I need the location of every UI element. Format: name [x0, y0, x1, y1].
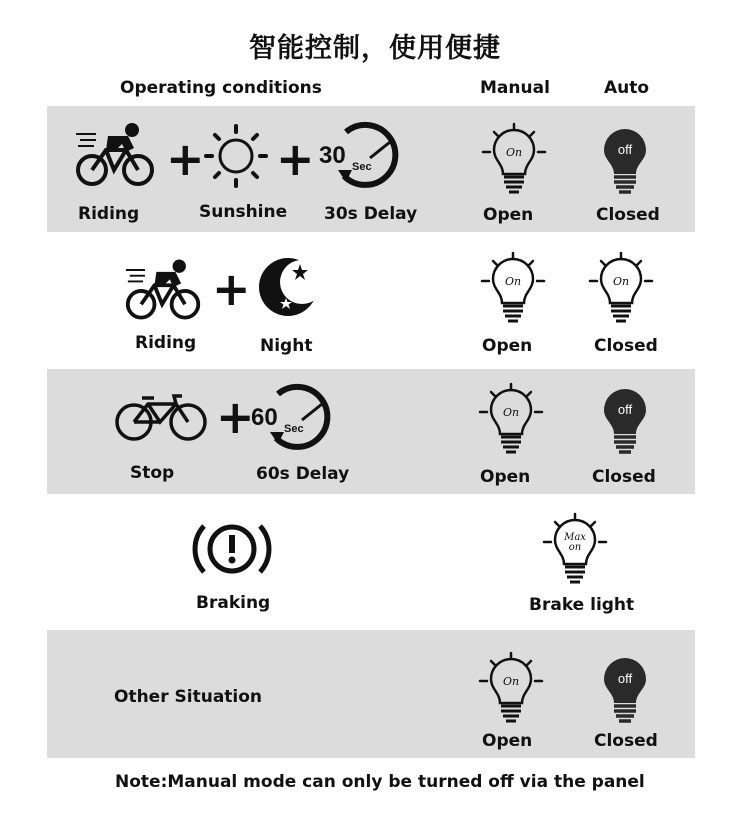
bulb-text: Max [564, 532, 586, 543]
auto-state: Closed [594, 336, 658, 356]
condition-label: Other Situation [114, 687, 263, 707]
bulb-on-icon [476, 382, 546, 458]
auto-state: Closed [596, 205, 660, 225]
moon-stars-icon [256, 254, 322, 320]
bulb-text: On [612, 275, 630, 288]
auto-state: Closed [592, 467, 656, 487]
manual-state: Open [482, 731, 533, 751]
bulb-text: off [617, 142, 633, 157]
timer-unit: Sec [284, 423, 304, 435]
bulb-text: off [617, 402, 633, 417]
plus-sign: + [166, 132, 205, 186]
footnote: Note:Manual mode can only be turned off via the panel [115, 772, 645, 792]
timer-seconds: 30 [319, 142, 346, 169]
bulb-text: off [617, 671, 633, 686]
plus-sign: + [212, 262, 251, 316]
condition-label: Braking [196, 593, 271, 613]
rider-icon [124, 258, 204, 322]
bicycle-icon [114, 392, 208, 442]
condition-label: 30s Delay [324, 204, 418, 224]
timer-icon [250, 380, 336, 452]
timer-seconds: 60 [251, 404, 278, 431]
bulb-off-icon [600, 386, 650, 458]
manual-state: Open [482, 336, 533, 356]
brake-light-label: Brake light [529, 595, 635, 615]
condition-label: Sunshine [199, 202, 288, 222]
timer-icon [318, 118, 404, 190]
condition-label: 60s Delay [256, 464, 350, 484]
bulb-text: On [505, 146, 523, 159]
bulb-on-icon [540, 512, 610, 588]
manual-state: Open [480, 467, 531, 487]
plus-sign: + [276, 132, 315, 186]
bulb-on-icon [479, 122, 549, 198]
condition-label: Riding [78, 204, 140, 224]
header-manual: Manual [480, 78, 550, 98]
header-operating-conditions: Operating conditions [120, 78, 322, 98]
condition-label: Night [260, 336, 313, 356]
rider-icon [74, 122, 158, 188]
plus-sign: + [216, 390, 255, 444]
brake-warning-icon [190, 516, 274, 582]
condition-label: Riding [135, 333, 197, 353]
condition-label: Stop [130, 463, 175, 483]
bulb-on-icon [586, 251, 656, 327]
bulb-off-icon [600, 655, 650, 727]
bulb-text: On [502, 675, 520, 688]
bulb-off-icon [600, 126, 650, 198]
bulb-on-icon [478, 251, 548, 327]
manual-state: Open [483, 205, 534, 225]
bulb-on-icon [476, 651, 546, 727]
timer-unit: Sec [352, 161, 372, 173]
bulb-text: On [502, 406, 520, 419]
bulb-text: on [568, 542, 582, 553]
auto-state: Closed [594, 731, 658, 751]
bulb-text: On [504, 275, 522, 288]
page-title: 智能控制，使用便捷 [249, 33, 501, 64]
sun-icon [204, 124, 268, 188]
header-auto: Auto [604, 78, 650, 98]
